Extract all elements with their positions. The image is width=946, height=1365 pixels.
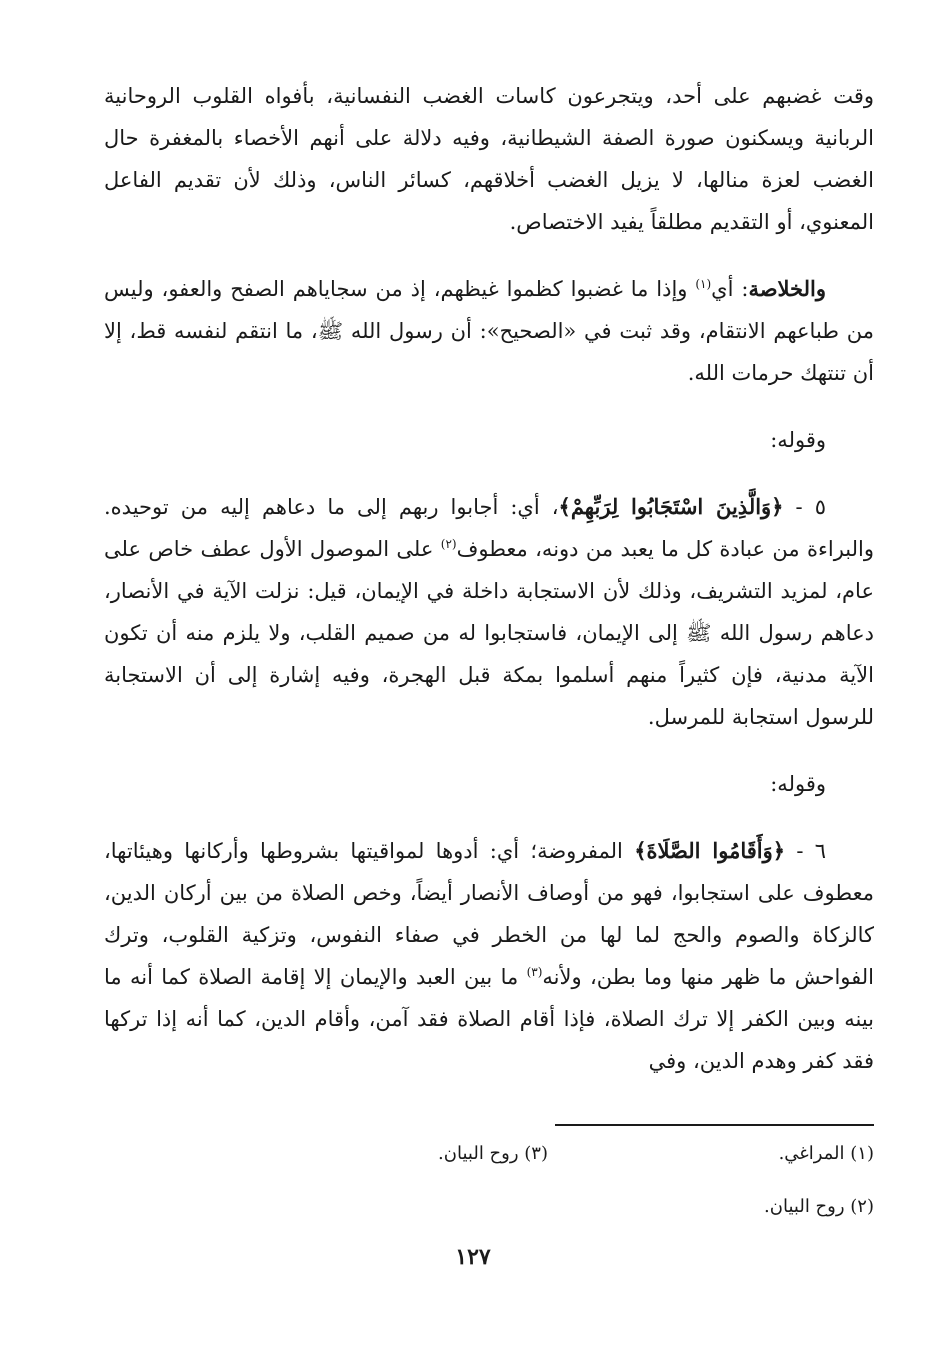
paragraph-summary bbox=[104, 268, 874, 394]
quran-verse: ﴿وَأَقَامُوا الصَّلَاةَ﴾ bbox=[634, 838, 786, 863]
paragraph-verse-5 bbox=[104, 486, 874, 738]
summary-heading: والخلاصة bbox=[748, 276, 826, 301]
main-text bbox=[104, 75, 874, 1107]
paragraph-continuation bbox=[104, 75, 874, 243]
footnote-1: (١) المراغي. bbox=[778, 1143, 874, 1164]
paragraph-text: المفروضة؛ أي: أدوها لمواقيتها بشروطها وأركانها وهيئاتها، معطوف على استجابوا، فهو من أوصاف الأنصار أيضاً، وخص الصلاة من بين أركان الدين، كالزكاة والصوم والحج لما لها من الخطر في صفاء النفوس، وتزكية القلوب، وترك الفواحش ما ظهر منها وما بطن، ولأنه bbox=[104, 839, 874, 989]
footnote-divider bbox=[555, 1124, 874, 1126]
paragraph-text: : أي bbox=[711, 277, 749, 301]
paragraph-his-saying-2 bbox=[104, 763, 874, 805]
verse-number: ٥ - bbox=[783, 495, 826, 519]
paragraph-verse-6 bbox=[104, 830, 874, 1082]
footnote-ref-2: (٢) bbox=[440, 537, 457, 551]
paragraph-text: وقوله: bbox=[770, 772, 826, 796]
quran-verse: ﴿وَالَّذِينَ اسْتَجَابُوا لِرَبِّهِمْ﴾ bbox=[558, 494, 784, 519]
footnote-ref-3: (٣) bbox=[526, 965, 543, 979]
paragraph-text: وإذا ما غضبوا كظموا غيظهم، إذ من سجاياهم الصفح والعفو، وليس من طباعهم الانتقام، وقد ثبت في «الصحيح»: أن رسول الله ﷺ، ما انتقم لنفسه قط، إلا أن تنتهك حرمات الله. bbox=[104, 277, 874, 385]
footnote-ref-1: (١) bbox=[695, 277, 712, 291]
footnote-2: (٢) روح البيان. bbox=[764, 1196, 874, 1217]
paragraph-text: ، أي: أجابوا ربهم إلى ما دعاهم إليه من توحيده. والبراءة من عبادة كل ما يعبد من دونه، معطوف bbox=[104, 495, 874, 561]
paragraph-text: وقوله: bbox=[770, 428, 826, 452]
verse-number: ٦ - bbox=[785, 839, 826, 863]
footnote-3: (٣) روح البيان. bbox=[438, 1143, 548, 1164]
paragraph-text: وقت غضبهم على أحد، ويتجرعون كاسات الغضب النفسانية، بأفواه القلوب الروحانية الربانية ويسكنون صورة الصفة الشيطانية، وفيه دلالة على أنهم الأخصاء بالمغفرة حال الغضب لعزة منالها، لا يزيل الغضب أخلاقهم، كسائر الناس، وذلك لأن تقديم الفاعل المعنوي، أو التقديم مطلقاً يفيد الاختصاص. bbox=[104, 84, 874, 234]
paragraph-text: على الموصول الأول عطف خاص على عام، لمزيد التشريف، وذلك لأن الاستجابة داخلة في الإيمان، قيل: نزلت الآية في الأنصار، دعاهم رسول الله ﷺ إلى الإيمان، فاستجابوا له من صميم القلب، ولا يلزم منه أن تكون الآية مدنية، فإن كثيراً منهم أسلموا بمكة قبل الهجرة، وفيه إشارة إلى أن الاستجابة للرسول استجابة للمرسل. bbox=[104, 537, 874, 729]
paragraph-his-saying-1 bbox=[104, 419, 874, 461]
paragraph-text: ما بين العبد والإيمان إلا إقامة الصلاة كما أنه ما بينه وبين الكفر إلا ترك الصلاة، فإذا أقام الصلاة فقد آمن، وأقام الدين، كما أنه إذا تركها فقد كفر وهدم الدين، وفي bbox=[104, 965, 874, 1073]
page-number: ١٢٧ bbox=[455, 1244, 491, 1270]
